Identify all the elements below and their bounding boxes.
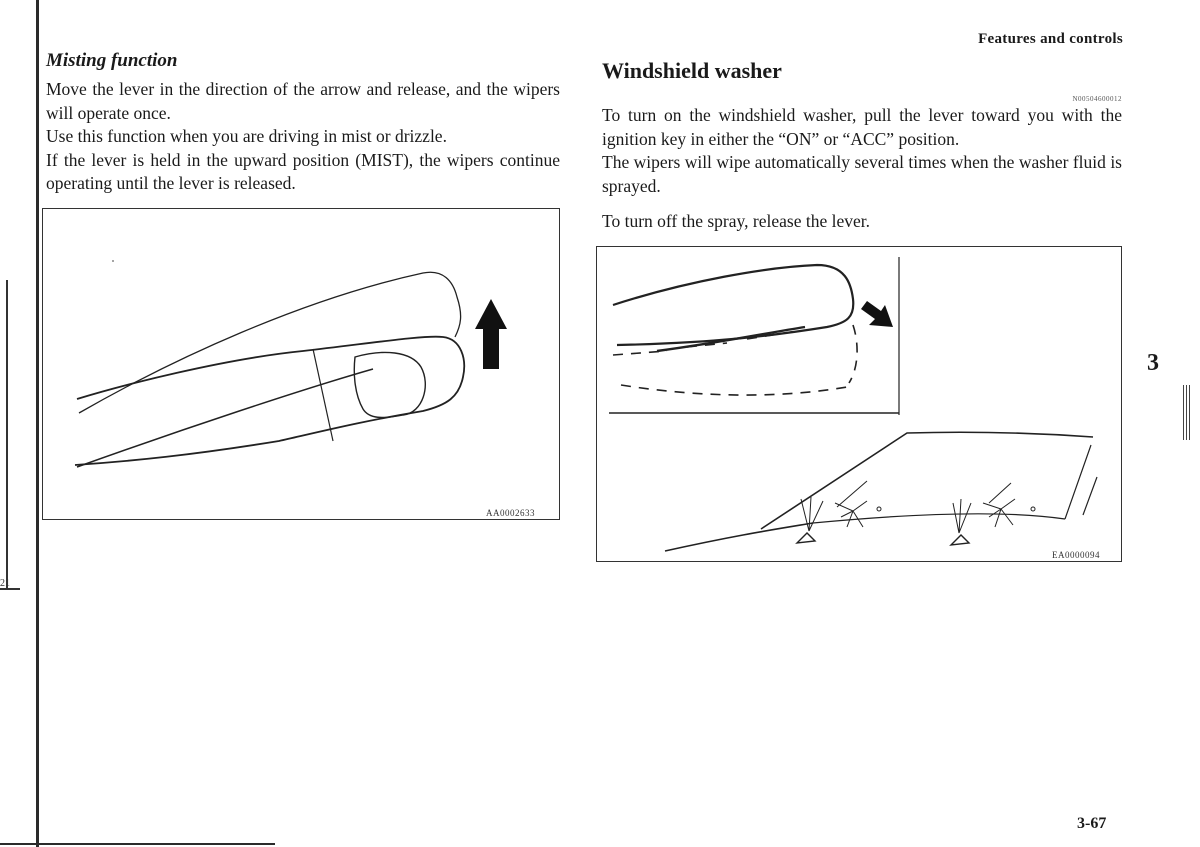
binding-line xyxy=(36,0,39,847)
spray-left-icon xyxy=(801,481,881,531)
misting-paragraph-2: Use this function when you are driving in mist or drizzle. xyxy=(46,126,447,146)
facing-page-edge xyxy=(6,280,8,590)
binding-bottom-line xyxy=(0,843,275,845)
misting-paragraph-1: Move the lever in the direction of the arrow and release, and the wipers will operate once. xyxy=(46,79,560,123)
washer-ref-code: N00504600012 xyxy=(1072,95,1122,103)
washer-figure-code: EA0000094 xyxy=(1052,550,1100,560)
section-header: Features and controls xyxy=(978,31,1123,47)
facing-page-number: 21 xyxy=(0,578,10,589)
page-number: 3-67 xyxy=(1077,815,1107,832)
chapter-tab-marks xyxy=(1183,385,1191,440)
washer-illustration xyxy=(597,247,1121,561)
misting-body xyxy=(46,78,560,196)
washer-body xyxy=(602,104,1122,198)
washer-paragraph-2: The wipers will wipe automatically several times when the washer fluid is sprayed. xyxy=(602,152,1122,196)
misting-figure-code: AA0002633 xyxy=(486,508,535,518)
lever-up-illustration xyxy=(43,209,559,519)
spray-right-icon xyxy=(953,483,1035,533)
misting-heading: Misting function xyxy=(46,50,178,71)
chapter-tab-number: 3 xyxy=(1147,350,1159,376)
arrow-up-icon xyxy=(475,299,507,369)
washer-heading: Windshield washer xyxy=(602,58,782,83)
misting-figure xyxy=(42,208,560,520)
washer-paragraph-off: To turn off the spray, release the lever. xyxy=(602,211,870,231)
washer-figure xyxy=(596,246,1122,562)
arrow-down-right-icon xyxy=(861,301,893,327)
misting-paragraph-3: If the lever is held in the upward position (MIST), the wipers continue operating until the lever is released. xyxy=(46,149,560,193)
washer-paragraph-1: To turn on the windshield washer, pull the lever toward you with the ignition key in either the “ON” or “ACC” position. xyxy=(602,105,1122,149)
